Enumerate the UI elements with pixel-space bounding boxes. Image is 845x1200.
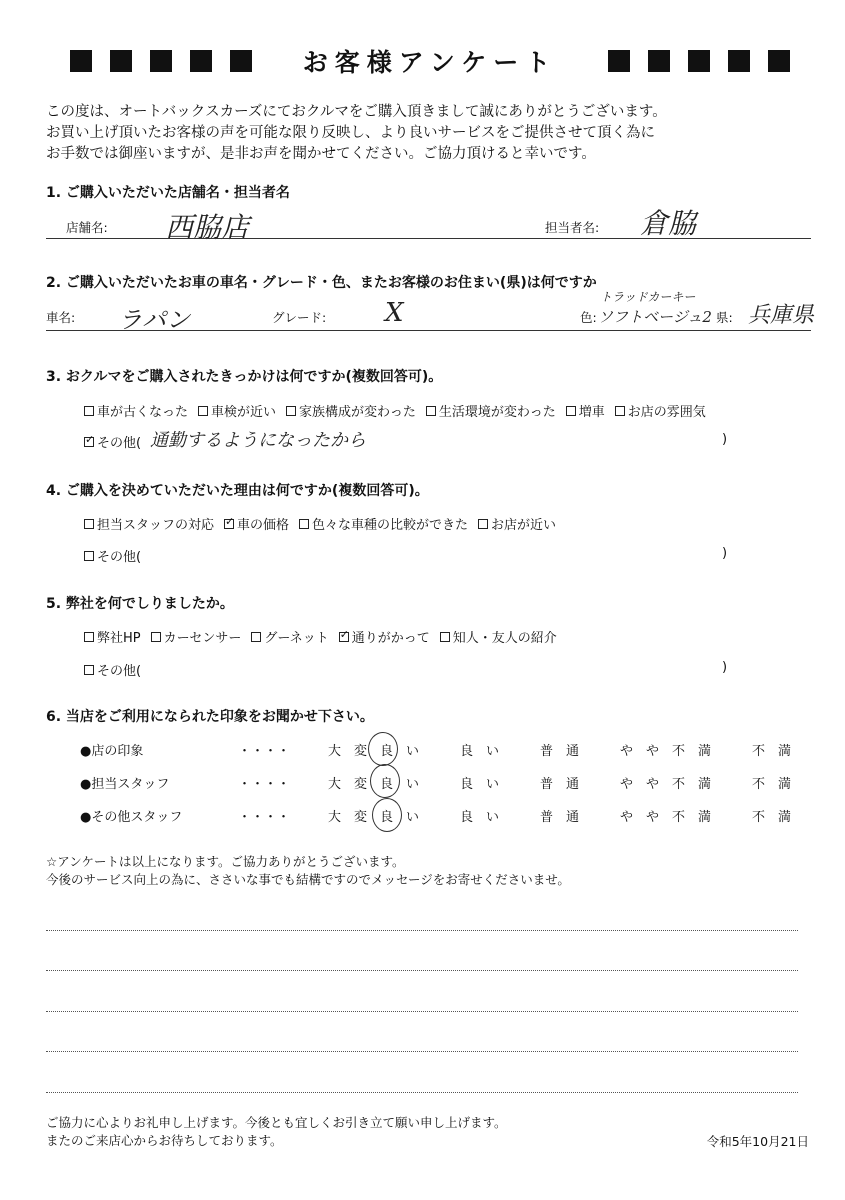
rating-slightly-unsatisfied[interactable]: や や 不 満 xyxy=(620,744,712,759)
q6-title: 6. 当店をご利用になられた印象をお聞かせ下さい。 xyxy=(46,709,374,725)
q4-title: 4. ご購入を決めていただいた理由は何ですか(複数回答可)。 xyxy=(46,483,429,499)
message-line[interactable] xyxy=(46,970,798,971)
rating-average[interactable]: 普 通 xyxy=(540,744,580,759)
rating-unsatisfied[interactable]: 不 満 xyxy=(752,777,792,792)
q4-option[interactable]: 担当スタッフの対応 xyxy=(84,514,214,533)
rating-unsatisfied[interactable]: 不 満 xyxy=(752,810,792,825)
selected-circle-mark xyxy=(372,798,402,832)
pref-label: 県: xyxy=(716,310,733,325)
header-squares-left xyxy=(70,50,252,72)
rating-very-good[interactable]: 大 変 良 い xyxy=(328,777,420,792)
car-value[interactable]: ラパン xyxy=(118,306,190,334)
checked-checkbox-icon[interactable] xyxy=(339,632,349,642)
rating-slightly-unsatisfied[interactable]: や や 不 満 xyxy=(620,810,712,825)
color-value-1[interactable]: トラッドカーキー xyxy=(600,290,696,304)
color-value-2[interactable]: ソフトベージュ2 xyxy=(598,308,712,326)
q3-options xyxy=(84,401,706,420)
q3-other-value[interactable]: 通勤するようになったから xyxy=(150,430,366,451)
q3-title: 3. おクルマをご購入されたきっかけは何ですか(複数回答可)。 xyxy=(46,369,443,385)
car-label: 車名: xyxy=(46,310,76,325)
message-line[interactable] xyxy=(46,1011,798,1012)
checkbox-icon[interactable] xyxy=(84,632,94,642)
message-line[interactable] xyxy=(46,930,798,931)
impression-row: ●担当スタッフ ・・・・ 大 変 良 い 良 い 普 通 や や 不 満 不 満 xyxy=(80,773,800,791)
checkbox-icon[interactable] xyxy=(566,406,576,416)
checkbox-icon[interactable] xyxy=(151,632,161,642)
q5-option[interactable]: カーセンサー xyxy=(151,627,242,646)
rating-average[interactable]: 普 通 xyxy=(540,810,580,825)
checked-checkbox-icon[interactable] xyxy=(224,519,234,529)
rating-good[interactable]: 良 い xyxy=(460,744,500,759)
rating-good[interactable]: 良 い xyxy=(460,810,500,825)
checked-checkbox-icon[interactable] xyxy=(84,437,94,447)
checkbox-icon[interactable] xyxy=(286,406,296,416)
header-squares-right xyxy=(608,50,790,72)
close-paren: ) xyxy=(722,432,728,447)
q2-title: 2. ご購入いただいたお車の車名・グレード・色、またお客様のお住まい(県)は何ですか xyxy=(46,275,597,291)
q5-option[interactable]: 知人・友人の紹介 xyxy=(440,627,557,646)
q5-option[interactable]: 弊社HP xyxy=(84,627,141,646)
staff-label: 担当者名: xyxy=(545,220,600,235)
close-paren: ) xyxy=(722,660,728,675)
q3-option[interactable]: 車が古くなった xyxy=(84,401,188,420)
q3-option[interactable]: 車検が近い xyxy=(198,401,276,420)
q1-underline xyxy=(46,238,811,239)
checkbox-icon[interactable] xyxy=(615,406,625,416)
q5-option[interactable]: ✓ 通りがかって xyxy=(339,627,430,646)
checkbox-icon[interactable] xyxy=(198,406,208,416)
q3-other-row xyxy=(84,432,141,451)
closing-text: ☆アンケートは以上になります。ご協力ありがとうございます。 今後のサービス向上の為に、ささいな事でも結構ですのでメッセージをお寄せくださいませ。 xyxy=(46,854,570,887)
selected-circle-mark xyxy=(368,732,398,766)
checkbox-icon[interactable] xyxy=(426,406,436,416)
rating-very-good[interactable]: 大 変 良 い xyxy=(328,744,420,759)
q5-option[interactable]: グーネット xyxy=(251,627,328,646)
q3-option[interactable]: お店の雰囲気 xyxy=(615,401,706,420)
page-title: お客様アンケート xyxy=(302,48,558,77)
rating-slightly-unsatisfied[interactable]: や や 不 満 xyxy=(620,777,712,792)
q5-options xyxy=(84,627,557,646)
q5-title: 5. 弊社を何でしりましたか。 xyxy=(46,596,234,612)
q1-title: 1. ご購入いただいた店舗名・担当者名 xyxy=(46,185,290,201)
store-label: 店舗名: xyxy=(66,220,108,235)
impression-row: ●店の印象 ・・・・ 大 変 良 い 良 い 普 通 や や 不 満 不 満 xyxy=(80,740,800,758)
q4-option[interactable]: 色々な車種の比較ができた xyxy=(299,514,468,533)
checkbox-icon[interactable] xyxy=(84,406,94,416)
rating-unsatisfied[interactable]: 不 満 xyxy=(752,744,792,759)
pref-value[interactable]: 兵庫県 xyxy=(748,303,815,328)
rating-very-good[interactable]: 大 変 良 い xyxy=(328,810,420,825)
q5-other-row xyxy=(84,660,141,679)
q3-other-option[interactable]: ✓ その他( xyxy=(84,432,141,451)
grade-value[interactable]: X xyxy=(385,298,404,328)
staff-value[interactable]: 倉脇 xyxy=(640,207,697,240)
q2-underline xyxy=(46,330,811,331)
q3-option[interactable]: 生活環境が変わった xyxy=(426,401,556,420)
impression-row: ●その他スタッフ ・・・・ 大 変 良 い 良 い 普 通 や や 不 満 不 満 xyxy=(80,806,800,824)
message-line[interactable] xyxy=(46,1051,798,1052)
checkbox-icon[interactable] xyxy=(84,519,94,529)
checkbox-icon[interactable] xyxy=(251,632,261,642)
store-value[interactable]: 西脇店 xyxy=(165,211,250,244)
survey-header xyxy=(70,44,790,78)
q3-option[interactable]: 家族構成が変わった xyxy=(286,401,416,420)
q4-option[interactable]: ✓ 車の価格 xyxy=(224,514,289,533)
footer-text: ご協力に心よりお礼申し上げます。今後とも宜しくお引き立て願い申し上げます。 またのご来店心からお待ちしております。 xyxy=(46,1115,507,1148)
color-label: 色: xyxy=(580,310,597,325)
survey-date: 令和5年10月21日 xyxy=(706,1134,809,1149)
intro-text: この度は、オートバックスカーズにておクルマをご購入頂きまして誠にありがとうございます。 お買い上げ頂いたお客様の声を可能な限り反映し、より良いサービスをご提供させて頂く為に お手数では御座いますが、是非お声を聞かせてください。ご協力頂けると幸いです。 xyxy=(46,104,667,162)
selected-circle-mark xyxy=(370,764,400,798)
q4-other-row xyxy=(84,546,141,565)
q4-options xyxy=(84,514,556,533)
grade-label: グレード: xyxy=(272,310,327,325)
q5-other-option[interactable]: その他( xyxy=(84,660,141,679)
close-paren: ) xyxy=(722,546,728,561)
rating-good[interactable]: 良 い xyxy=(460,777,500,792)
checkbox-icon[interactable] xyxy=(440,632,450,642)
rating-average[interactable]: 普 通 xyxy=(540,777,580,792)
checkbox-icon[interactable] xyxy=(84,665,94,675)
q3-option[interactable]: 増車 xyxy=(566,401,605,420)
checkbox-icon[interactable] xyxy=(299,519,309,529)
q4-option[interactable]: お店が近い xyxy=(478,514,556,533)
checkbox-icon[interactable] xyxy=(84,551,94,561)
q4-other-option[interactable]: その他( xyxy=(84,546,141,565)
message-line[interactable] xyxy=(46,1092,798,1093)
checkbox-icon[interactable] xyxy=(478,519,488,529)
